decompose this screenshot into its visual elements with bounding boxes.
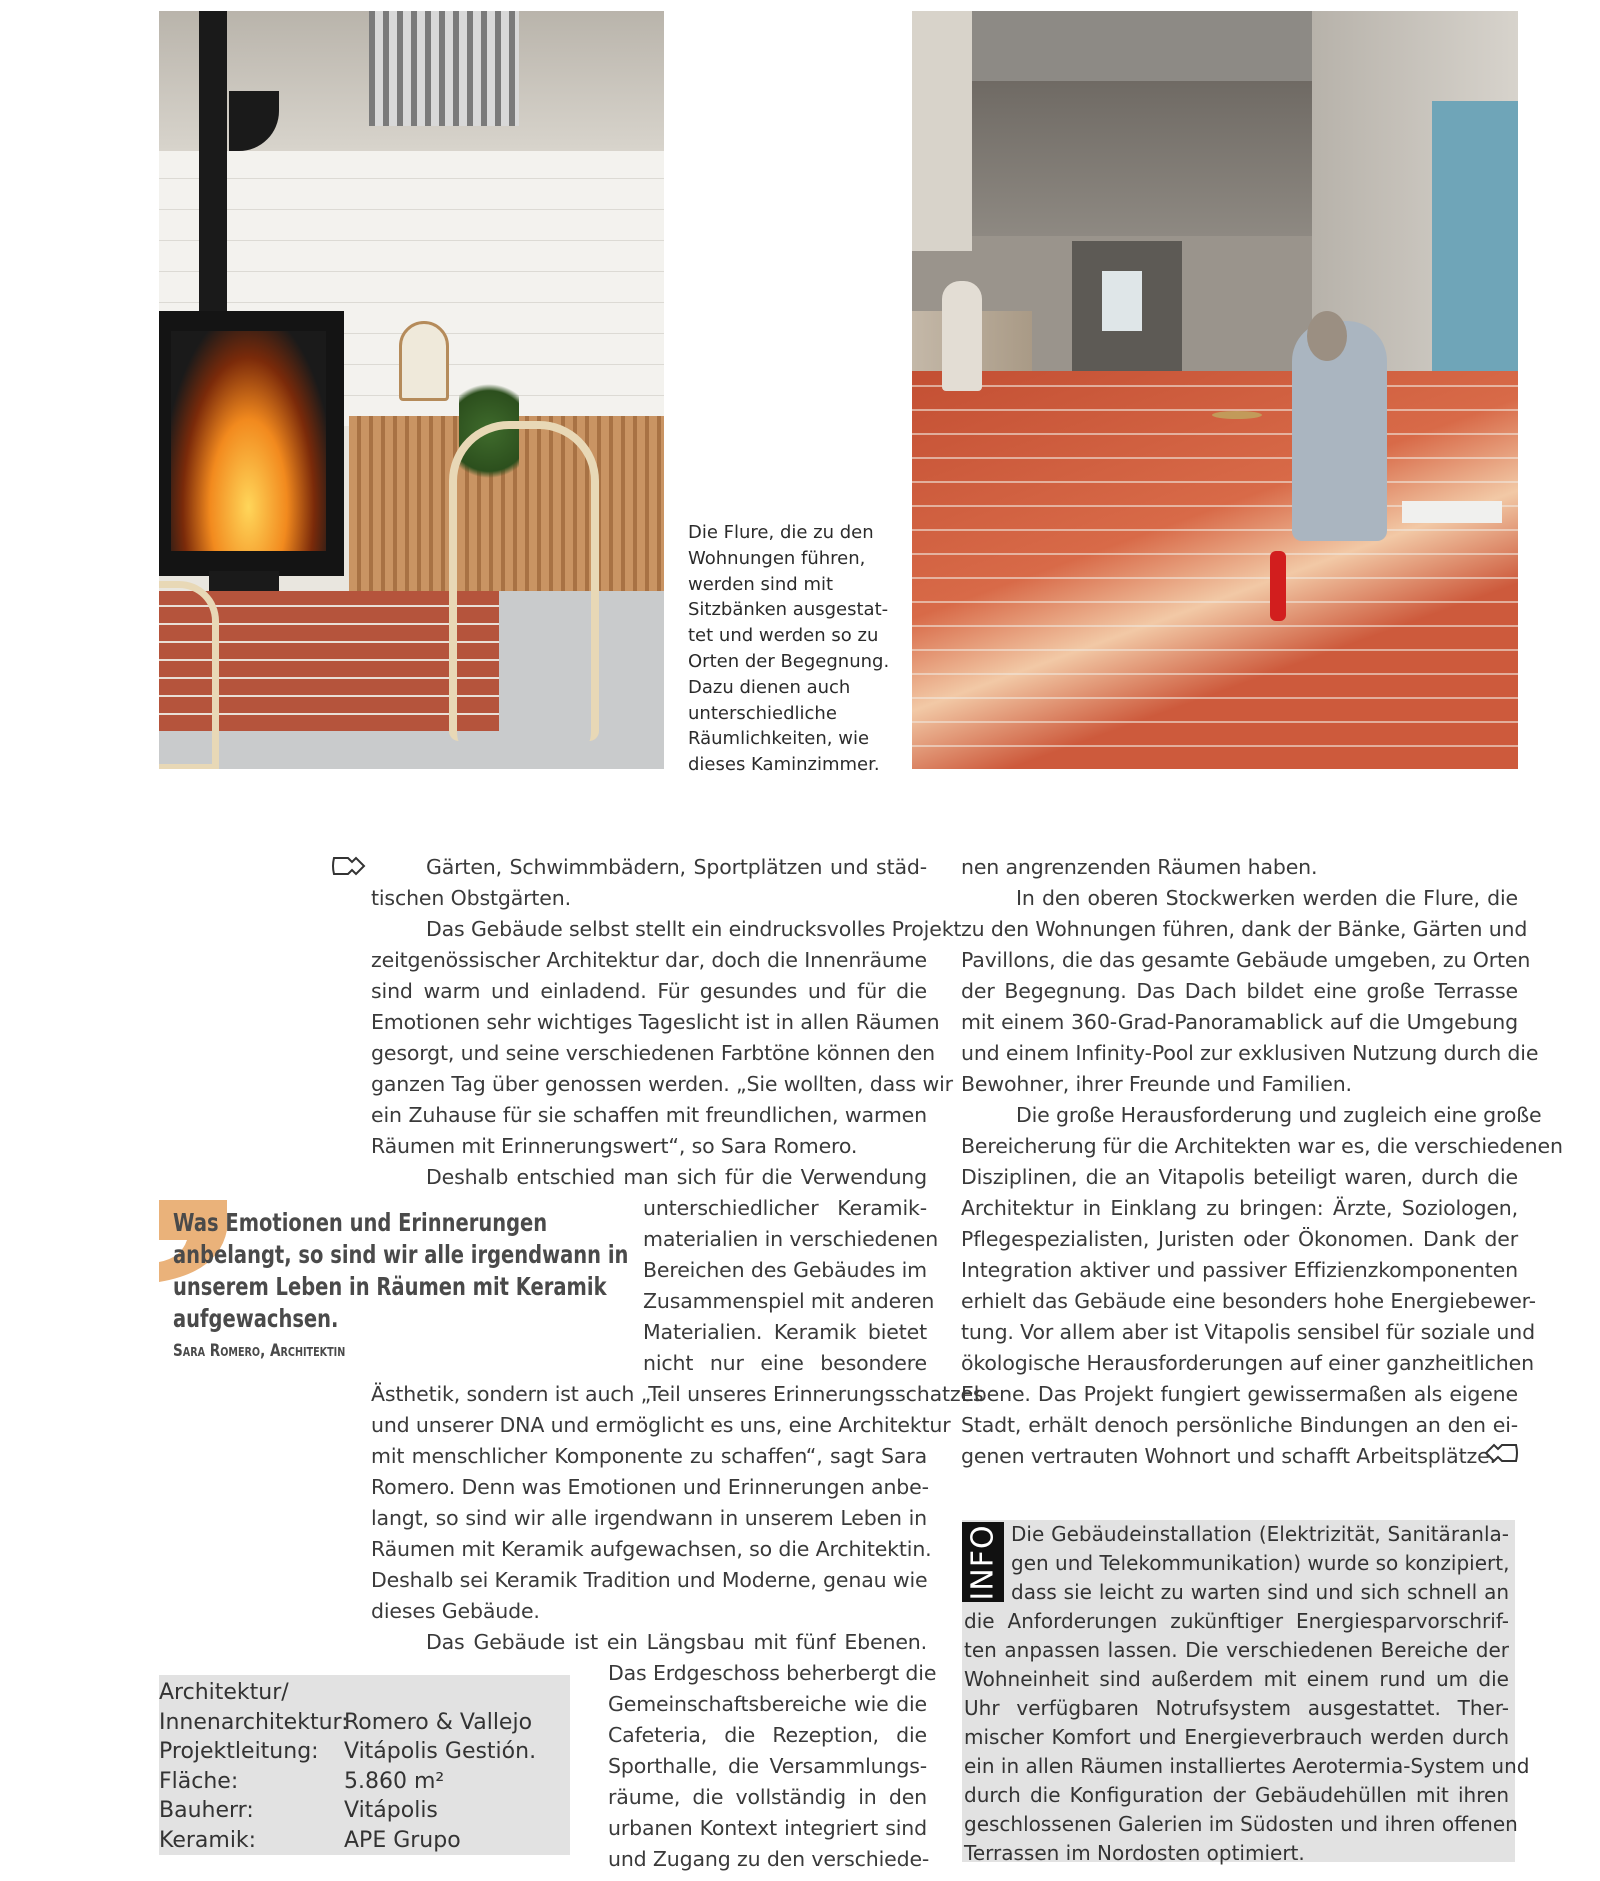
text-line: erhielt das Gebäude eine besonders hohe Energiebewer- [961, 1289, 1536, 1313]
caption-line: dieses Kaminzimmer. [688, 754, 880, 776]
text-line: zeitgenössischer Architektur dar, doch die Innenräume [371, 948, 927, 972]
credit-label: Bauherr: [159, 1798, 254, 1824]
caption-line: unterschiedliche [688, 702, 837, 724]
text-line: In den oberen Stockwerken werden die Flure, die [1016, 886, 1518, 910]
text-line: Pavillons, die das gesamte Gebäude umgeben, zu Orten [961, 948, 1531, 972]
text-line: tischen Obstgärten. [371, 886, 571, 910]
text-line: mit menschlicher Komponente zu schaffen“, sagt Sara [371, 1444, 927, 1468]
text-line: ökologische Herausforderungen auf einer ganzheitlichen [961, 1351, 1534, 1375]
text-line: genen vertrauten Wohnort und schafft Arbeitsplätze. [961, 1444, 1496, 1468]
info-line: Wohneinheit sind außerdem mit einem rund um die [964, 1667, 1509, 1691]
text-line: tung. Vor allem aber ist Vitapolis sensibel für soziale und [961, 1320, 1535, 1344]
credit-label: Projektleitung: [159, 1739, 319, 1765]
pull-quote-line: unserem Leben in Räumen mit Keramik [173, 1272, 607, 1301]
info-label [962, 1522, 1004, 1602]
photo-caption [688, 520, 908, 778]
continue-arrow-icon [331, 855, 367, 877]
text-line: Gärten, Schwimmbädern, Sportplätzen und städ- [426, 855, 927, 879]
credit-value: APE Grupo [344, 1827, 461, 1853]
text-line: der Begegnung. Das Dach bildet eine große Terrasse [961, 979, 1518, 1003]
text-line: langt, so sind wir alle irgendwann in unserem Leben in [371, 1506, 927, 1530]
text-line: Die große Herausforderung und zugleich eine große [1016, 1103, 1542, 1127]
text-line: Das Gebäude ist ein Längsbau mit fünf Ebenen. [426, 1630, 927, 1654]
text-line: dieses Gebäude. [371, 1599, 540, 1623]
text-line: Das Erdgeschoss beherbergt die [608, 1661, 937, 1685]
credit-row [159, 1826, 570, 1856]
caption-line: Räumlichkeiten, wie [688, 728, 870, 750]
text-line: zu den Wohnungen führen, dank der Bänke, Gärten und [961, 917, 1528, 941]
info-line: Terrassen im Nordosten optimiert. [964, 1841, 1305, 1865]
article-column-2 [961, 852, 1563, 1472]
text-line: Bereicherung für die Architekten war es, die verschiedenen [961, 1134, 1563, 1158]
credit-row [159, 1767, 570, 1797]
caption-line: Sitzbänken ausgestat- [688, 599, 889, 621]
credit-row [159, 1796, 570, 1826]
caption-line: werden sind mit [688, 573, 834, 595]
text-line: Stadt, erhält denoch persönliche Bindungen an den ei- [961, 1413, 1518, 1437]
credit-row [159, 1708, 570, 1738]
text-line: Das Gebäude selbst stellt ein eindrucksvolles Projekt [426, 917, 962, 941]
text-line: Disziplinen, die an Vitapolis beteiligt waren, durch die [961, 1165, 1518, 1189]
credit-label: Architektur/ [159, 1680, 289, 1705]
text-line: Pflegespezialisten, Juristen oder Ökonomen. Dank der [961, 1227, 1518, 1251]
text-line: Zusammenspiel mit anderen [643, 1289, 935, 1313]
text-line: Bewohner, ihrer Freunde und Familien. [961, 1072, 1352, 1096]
text-line: und Zugang zu den verschiede- [608, 1847, 930, 1871]
text-line: Cafeteria, die Rezeption, die [608, 1723, 927, 1747]
credit-row [159, 1678, 570, 1708]
photo-corridor [912, 11, 1518, 769]
text-line: sind warm und einladend. Für gesundes und für die [371, 979, 927, 1003]
pull-quote-attribution: Sara Romero, Architektin [173, 1341, 346, 1361]
text-line: Integration aktiver und passiver Effizienzkomponenten [961, 1258, 1518, 1282]
text-line: Architektur in Einklang zu bringen: Ärzte, Soziologen, [961, 1196, 1518, 1220]
text-line: Ebene. Das Projekt fungiert gewissermaßen als eigene [961, 1382, 1518, 1406]
text-line: nen angrenzenden Räumen haben. [961, 855, 1318, 879]
text-line: Deshalb sei Keramik Tradition und Moderne, genau wie [371, 1568, 928, 1592]
info-line: geschlossenen Galerien im Südosten und ihren offenen [964, 1812, 1518, 1836]
info-line: dass sie leicht zu warten sind und sich schnell an [1011, 1580, 1509, 1604]
project-credits [159, 1675, 570, 1855]
text-line: Materialien. Keramik bietet [643, 1320, 927, 1344]
text-line: urbanen Kontext integriert sind [608, 1816, 927, 1840]
caption-line: tet und werden so zu [688, 625, 879, 647]
text-line: Räumen mit Erinnerungswert“, so Sara Romero. [371, 1134, 858, 1158]
info-line: durch die Konfiguration der Gebäudehüllen mit ihren [964, 1783, 1509, 1807]
credit-value: Vitápolis Gestión. [344, 1739, 537, 1765]
credit-label: Innenarchitektur: [159, 1709, 349, 1735]
text-line: und einem Infinity-Pool zur exklusiven Nutzung durch die [961, 1041, 1539, 1065]
text-line: Gemeinschaftsbereiche wie die [608, 1692, 927, 1716]
pull-quote [173, 1207, 629, 1335]
credit-value: 5.860 m² [344, 1768, 445, 1794]
pull-quote-line: anbelangt, so sind wir alle irgendwann in [173, 1240, 629, 1269]
credit-label: Keramik: [159, 1827, 257, 1853]
text-line: räume, die vollständig in den [608, 1785, 927, 1809]
text-line: ganzen Tag über genossen werden. „Sie wollten, dass wir [371, 1072, 953, 1096]
credit-value: Romero & Vallejo [344, 1709, 533, 1735]
pull-quote-line: aufgewachsen. [173, 1304, 339, 1333]
text-line: gesorgt, und seine verschiedenen Farbtöne können den [371, 1041, 936, 1065]
credit-value: Vitápolis [344, 1798, 438, 1824]
text-line: Räumen mit Keramik aufgewachsen, so die Architektin. [371, 1537, 932, 1561]
info-line: ten anpassen lassen. Die verschiedenen Bereiche der [964, 1638, 1509, 1662]
text-line: und unserer DNA und ermöglicht es uns, eine Architektur [371, 1413, 951, 1437]
info-line: Die Gebäudeinstallation (Elektrizität, Sanitäranla- [1011, 1522, 1509, 1546]
text-line: Deshalb entschied man sich für die Verwendung [426, 1165, 927, 1189]
caption-line: Orten der Begegnung. [688, 650, 890, 672]
info-line: Uhr verfügbaren Notrufsystem ausgestattet. Ther- [964, 1696, 1509, 1720]
text-line: Sporthalle, die Versammlungs- [608, 1754, 927, 1778]
caption-line: Die Flure, die zu den [688, 522, 874, 543]
pull-quote-line: Was Emotionen und Erinnerungen [173, 1208, 548, 1237]
text-line: ein Zuhause für sie schaffen mit freundlichen, warmen [371, 1103, 927, 1127]
info-line: mischer Komfort und Energieverbrauch werden durch [964, 1725, 1509, 1749]
info-line: gen und Telekommunikation) wurde so konzipiert, [1011, 1551, 1510, 1575]
text-line: mit einem 360-Grad-Panoramablick auf die Umgebung [961, 1010, 1518, 1034]
text-line: materialien in verschiedenen [643, 1227, 939, 1251]
text-line: unterschiedlicher Keramik- [643, 1196, 927, 1220]
caption-line: Wohnungen führen, [688, 547, 866, 569]
text-line: Ästhetik, sondern ist auch „Teil unseres Erinnerungsschatzes [371, 1382, 984, 1406]
caption-line: Dazu dienen auch [688, 676, 851, 698]
info-line: ein in allen Räumen installiertes Aerotermia-System und [964, 1754, 1530, 1778]
credit-label: Fläche: [159, 1768, 239, 1794]
info-box [962, 1520, 1530, 1865]
photo-fireplace-room [159, 11, 664, 769]
info-line: die Anforderungen zukünftiger Energiesparvorschrif- [964, 1609, 1509, 1633]
text-line: Romero. Denn was Emotionen und Erinnerungen anbe- [371, 1475, 929, 1499]
credit-row [159, 1737, 570, 1767]
info-label-text: INFO [965, 1523, 1001, 1601]
text-line: nicht nur eine besondere [643, 1351, 927, 1375]
text-line: Bereichen des Gebäudes im [643, 1258, 927, 1282]
text-line: Emotionen sehr wichtiges Tageslicht ist in allen Räumen [371, 1010, 940, 1034]
